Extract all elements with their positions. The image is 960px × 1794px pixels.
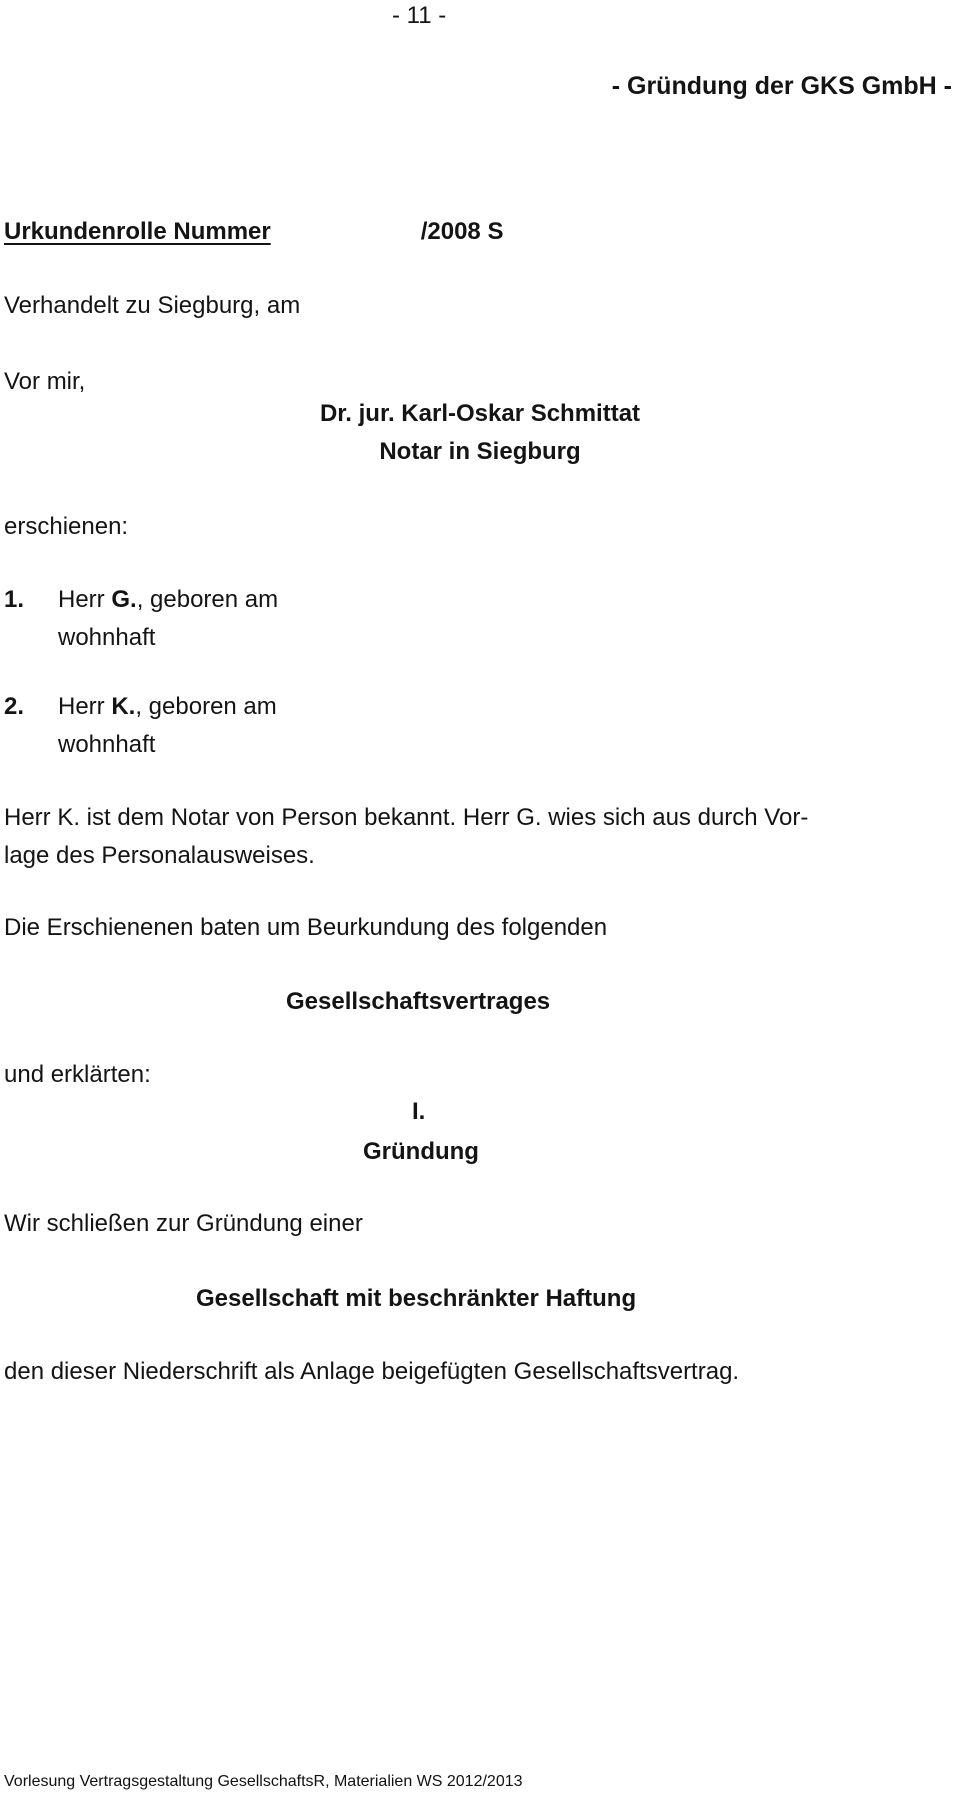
person-initial: K. <box>111 693 136 720</box>
person-1-residence: wohnhaft <box>58 624 156 651</box>
section-numeral: I. <box>412 1098 426 1125</box>
identification-line-2: lage des Personalausweises. <box>4 842 315 869</box>
page-footer: Vorlesung Vertragsgestaltung GesellschaftsR, Materialien WS 2012/2013 <box>4 1773 523 1790</box>
person-number: 2. <box>4 693 25 720</box>
deed-place-line: Verhandelt zu Siegburg, am <box>4 292 301 319</box>
company-type: Gesellschaft mit beschränkter Haftung <box>196 1285 637 1312</box>
request-line: Die Erschienenen baten um Beurkundung des folgenden <box>4 914 608 941</box>
deed-roll-label: Urkundenrolle Nummer <box>4 218 271 245</box>
person-2-details <box>58 695 277 719</box>
deed-roll-number-line <box>4 220 503 244</box>
notary-office: Notar in Siegburg <box>379 438 581 465</box>
identification-line-1: Herr K. ist dem Notar von Person bekannt. Herr G. wies sich aus durch Vor- <box>4 804 809 831</box>
section-title: Gründung <box>363 1138 479 1165</box>
person-2 <box>4 695 24 719</box>
person-1-details <box>58 588 278 612</box>
founding-line: Wir schließen zur Gründung einer <box>4 1210 363 1237</box>
person-prefix: Herr <box>58 693 105 720</box>
person-born: , geboren am <box>135 693 277 720</box>
deed-roll-number: /2008 S <box>420 218 504 245</box>
person-born: , geboren am <box>136 586 279 613</box>
page-number: - 11 - <box>392 2 447 29</box>
document-title: - Gründung der GKS GmbH - <box>611 72 952 100</box>
person-2-residence: wohnhaft <box>58 731 156 758</box>
person-number: 1. <box>4 586 25 613</box>
closing-line: den dieser Niederschrift als Anlage beigefügten Gesellschaftsvertrag. <box>4 1358 740 1385</box>
declared-line: und erklärten: <box>4 1061 151 1088</box>
person-initial: G. <box>111 586 137 613</box>
deed-before-me: Vor mir, <box>4 368 86 395</box>
person-1 <box>4 588 24 612</box>
contract-heading: Gesellschaftsvertrages <box>286 988 551 1015</box>
person-prefix: Herr <box>58 586 105 613</box>
notary-name: Dr. jur. Karl-Oskar Schmittat <box>319 400 641 427</box>
deed-appeared: erschienen: <box>4 513 129 540</box>
